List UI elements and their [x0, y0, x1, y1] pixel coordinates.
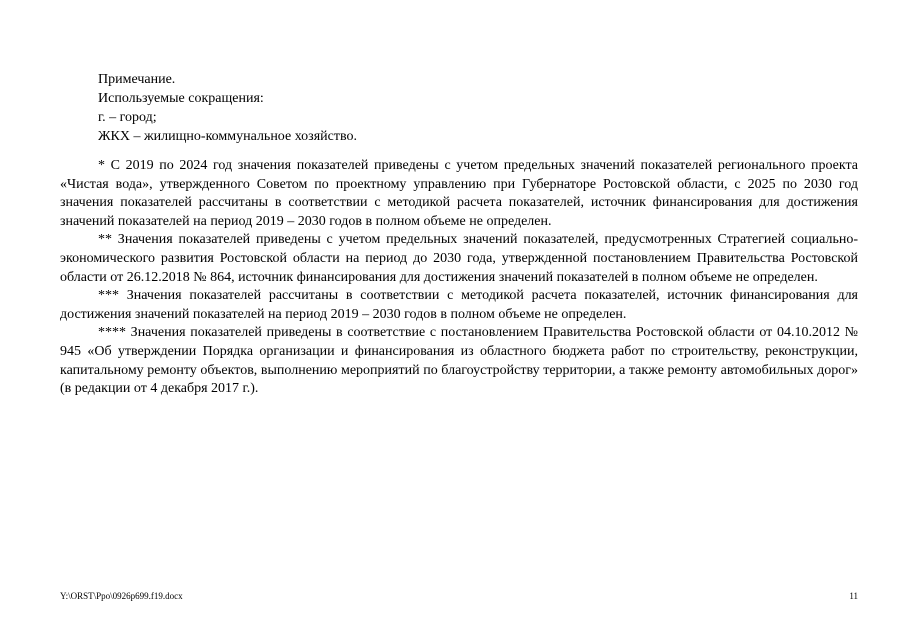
- footnote-4: **** Значения показателей приведены в соответствие с постановлением Правительства Ростовской области от 04.10.2012 № 945 «Об утверждении Порядка организации и финансирования из областного бюджета работ по строительству, реконструкции, капитальному ремонту объектов, выполнению мероприятий по благоустройству территории, а также ремонту автомобильных дорог» (в редакции от 4 декабря 2017 г.).: [60, 325, 858, 397]
- footnotes: [60, 157, 858, 399]
- note-block: [98, 70, 598, 146]
- footer-page-number: 11: [849, 591, 858, 601]
- abbreviations-title: Используемые сокращения:: [98, 91, 264, 106]
- footnote-1: * С 2019 по 2024 год значения показателей приведены с учетом предельных значений показателей регионального проекта «Чистая вода», утвержденного Советом по проектному управлению при Губернаторе Ростовской области, с 2025 по 2030 год значения показателей рассчитаны в соответствии с методикой расчета показателей, источник финансирования для достижения значений показателей на период 2019 – 2030 годов в полном объеме не определен.: [60, 158, 858, 229]
- footnote-2: ** Значения показателей приведены с учетом предельных значений показателей, предусмотренных Стратегией социально-экономического развития Ростовской области на период до 2030 года, утвержденной постановлением Правительства Ростовской области от 26.12.2018 № 864, источник финансирования для достижения значений показателей в полном объеме не определен.: [60, 232, 858, 285]
- footer-file-path: Y:\ORST\Ppo\0926p699.f19.docx: [60, 591, 183, 601]
- footnote-3: *** Значения показателей рассчитаны в соответствии с методикой расчета показателей, источник финансирования для достижения значений показателей на период 2019 – 2030 годов в полном объеме не определен.: [60, 288, 858, 322]
- note-heading: Примечание.: [98, 72, 176, 87]
- abbreviation-item: ЖКХ – жилищно-коммунальное хозяйство.: [98, 129, 357, 144]
- abbreviation-item: г. – город;: [98, 110, 157, 125]
